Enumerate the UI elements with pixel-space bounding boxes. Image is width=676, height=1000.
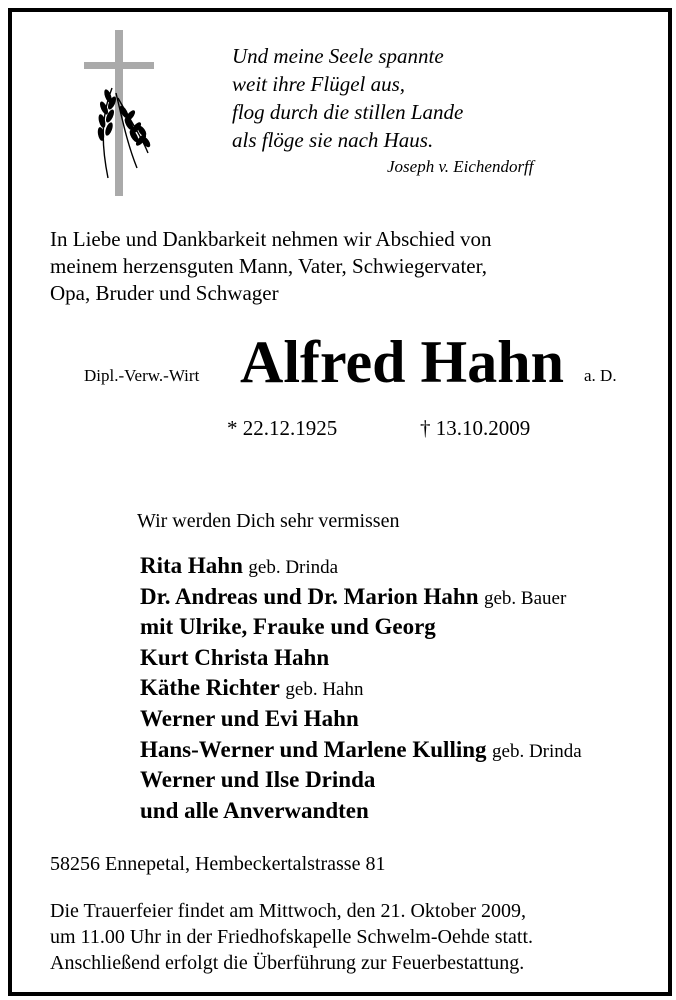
ceremony-info	[50, 898, 533, 976]
intro-line: Opa, Bruder und Schwager	[50, 281, 279, 305]
poem-line: flog durch die stillen Lande	[232, 100, 464, 124]
poem-line: als flöge sie nach Haus.	[232, 128, 434, 152]
ceremony-line: um 11.00 Uhr in der Friedhofskapelle Schwelm-Oehde statt.	[50, 926, 534, 948]
family-row	[140, 704, 582, 735]
poem	[232, 42, 463, 154]
intro-text	[50, 226, 491, 307]
title-prefix: Dipl.-Verw.-Wirt	[84, 366, 200, 385]
cross-with-wheat-icon	[82, 28, 162, 200]
family-name: Dr. Andreas und Dr. Marion Hahn	[140, 583, 479, 609]
family-name: Werner und Evi Hahn	[140, 705, 359, 731]
deceased-name-row	[84, 329, 644, 395]
family-name: Käthe Richter	[140, 675, 280, 701]
family-list	[140, 551, 582, 826]
family-name: Werner und Ilse Drinda	[140, 767, 376, 793]
family-row	[140, 551, 582, 582]
intro-line: meinem herzensguten Mann, Vater, Schwiegervater,	[50, 254, 488, 278]
poem-line: Und meine Seele spannte	[232, 44, 444, 68]
birth-date: * 22.12.1925	[227, 416, 338, 440]
family-row	[140, 673, 582, 704]
family-suffix: geb. Bauer	[484, 587, 567, 609]
family-row	[140, 765, 582, 796]
family-row	[140, 796, 582, 827]
poem-line: weit ihre Flügel aus,	[232, 72, 406, 96]
ceremony-line: Anschließend erfolgt die Überführung zur Feuerbestattung.	[50, 952, 525, 974]
family-name: mit Ulrike, Frauke und Georg	[140, 614, 436, 640]
family-suffix: geb. Hahn	[285, 679, 364, 701]
family-suffix: geb. Drinda	[248, 557, 339, 578]
deceased-name: Alfred Hahn	[240, 329, 564, 395]
address: 58256 Ennepetal, Hembeckertalstrasse 81	[50, 853, 386, 875]
family-name: und alle Anverwandten	[140, 797, 369, 823]
family-name: Rita Hahn	[140, 553, 243, 578]
poem-author: Joseph v. Eichendorff	[387, 157, 534, 176]
family-row	[140, 612, 582, 643]
death-date: † 13.10.2009	[420, 416, 531, 440]
family-suffix: geb. Drinda	[492, 740, 582, 762]
notice-frame	[8, 8, 672, 996]
title-suffix: a. D.	[584, 366, 617, 385]
family-row	[140, 643, 582, 674]
family-name: Hans-Werner und Marlene Kulling	[140, 736, 487, 762]
family-row	[140, 735, 582, 766]
intro-line: In Liebe und Dankbarkeit nehmen wir Abschied von	[50, 227, 492, 251]
ceremony-line: Die Trauerfeier findet am Mittwoch, den 21. Oktober 2009,	[50, 900, 527, 922]
miss-text: Wir werden Dich sehr vermissen	[137, 510, 400, 532]
family-row	[140, 582, 582, 613]
family-name: Kurt Christa Hahn	[140, 644, 330, 670]
